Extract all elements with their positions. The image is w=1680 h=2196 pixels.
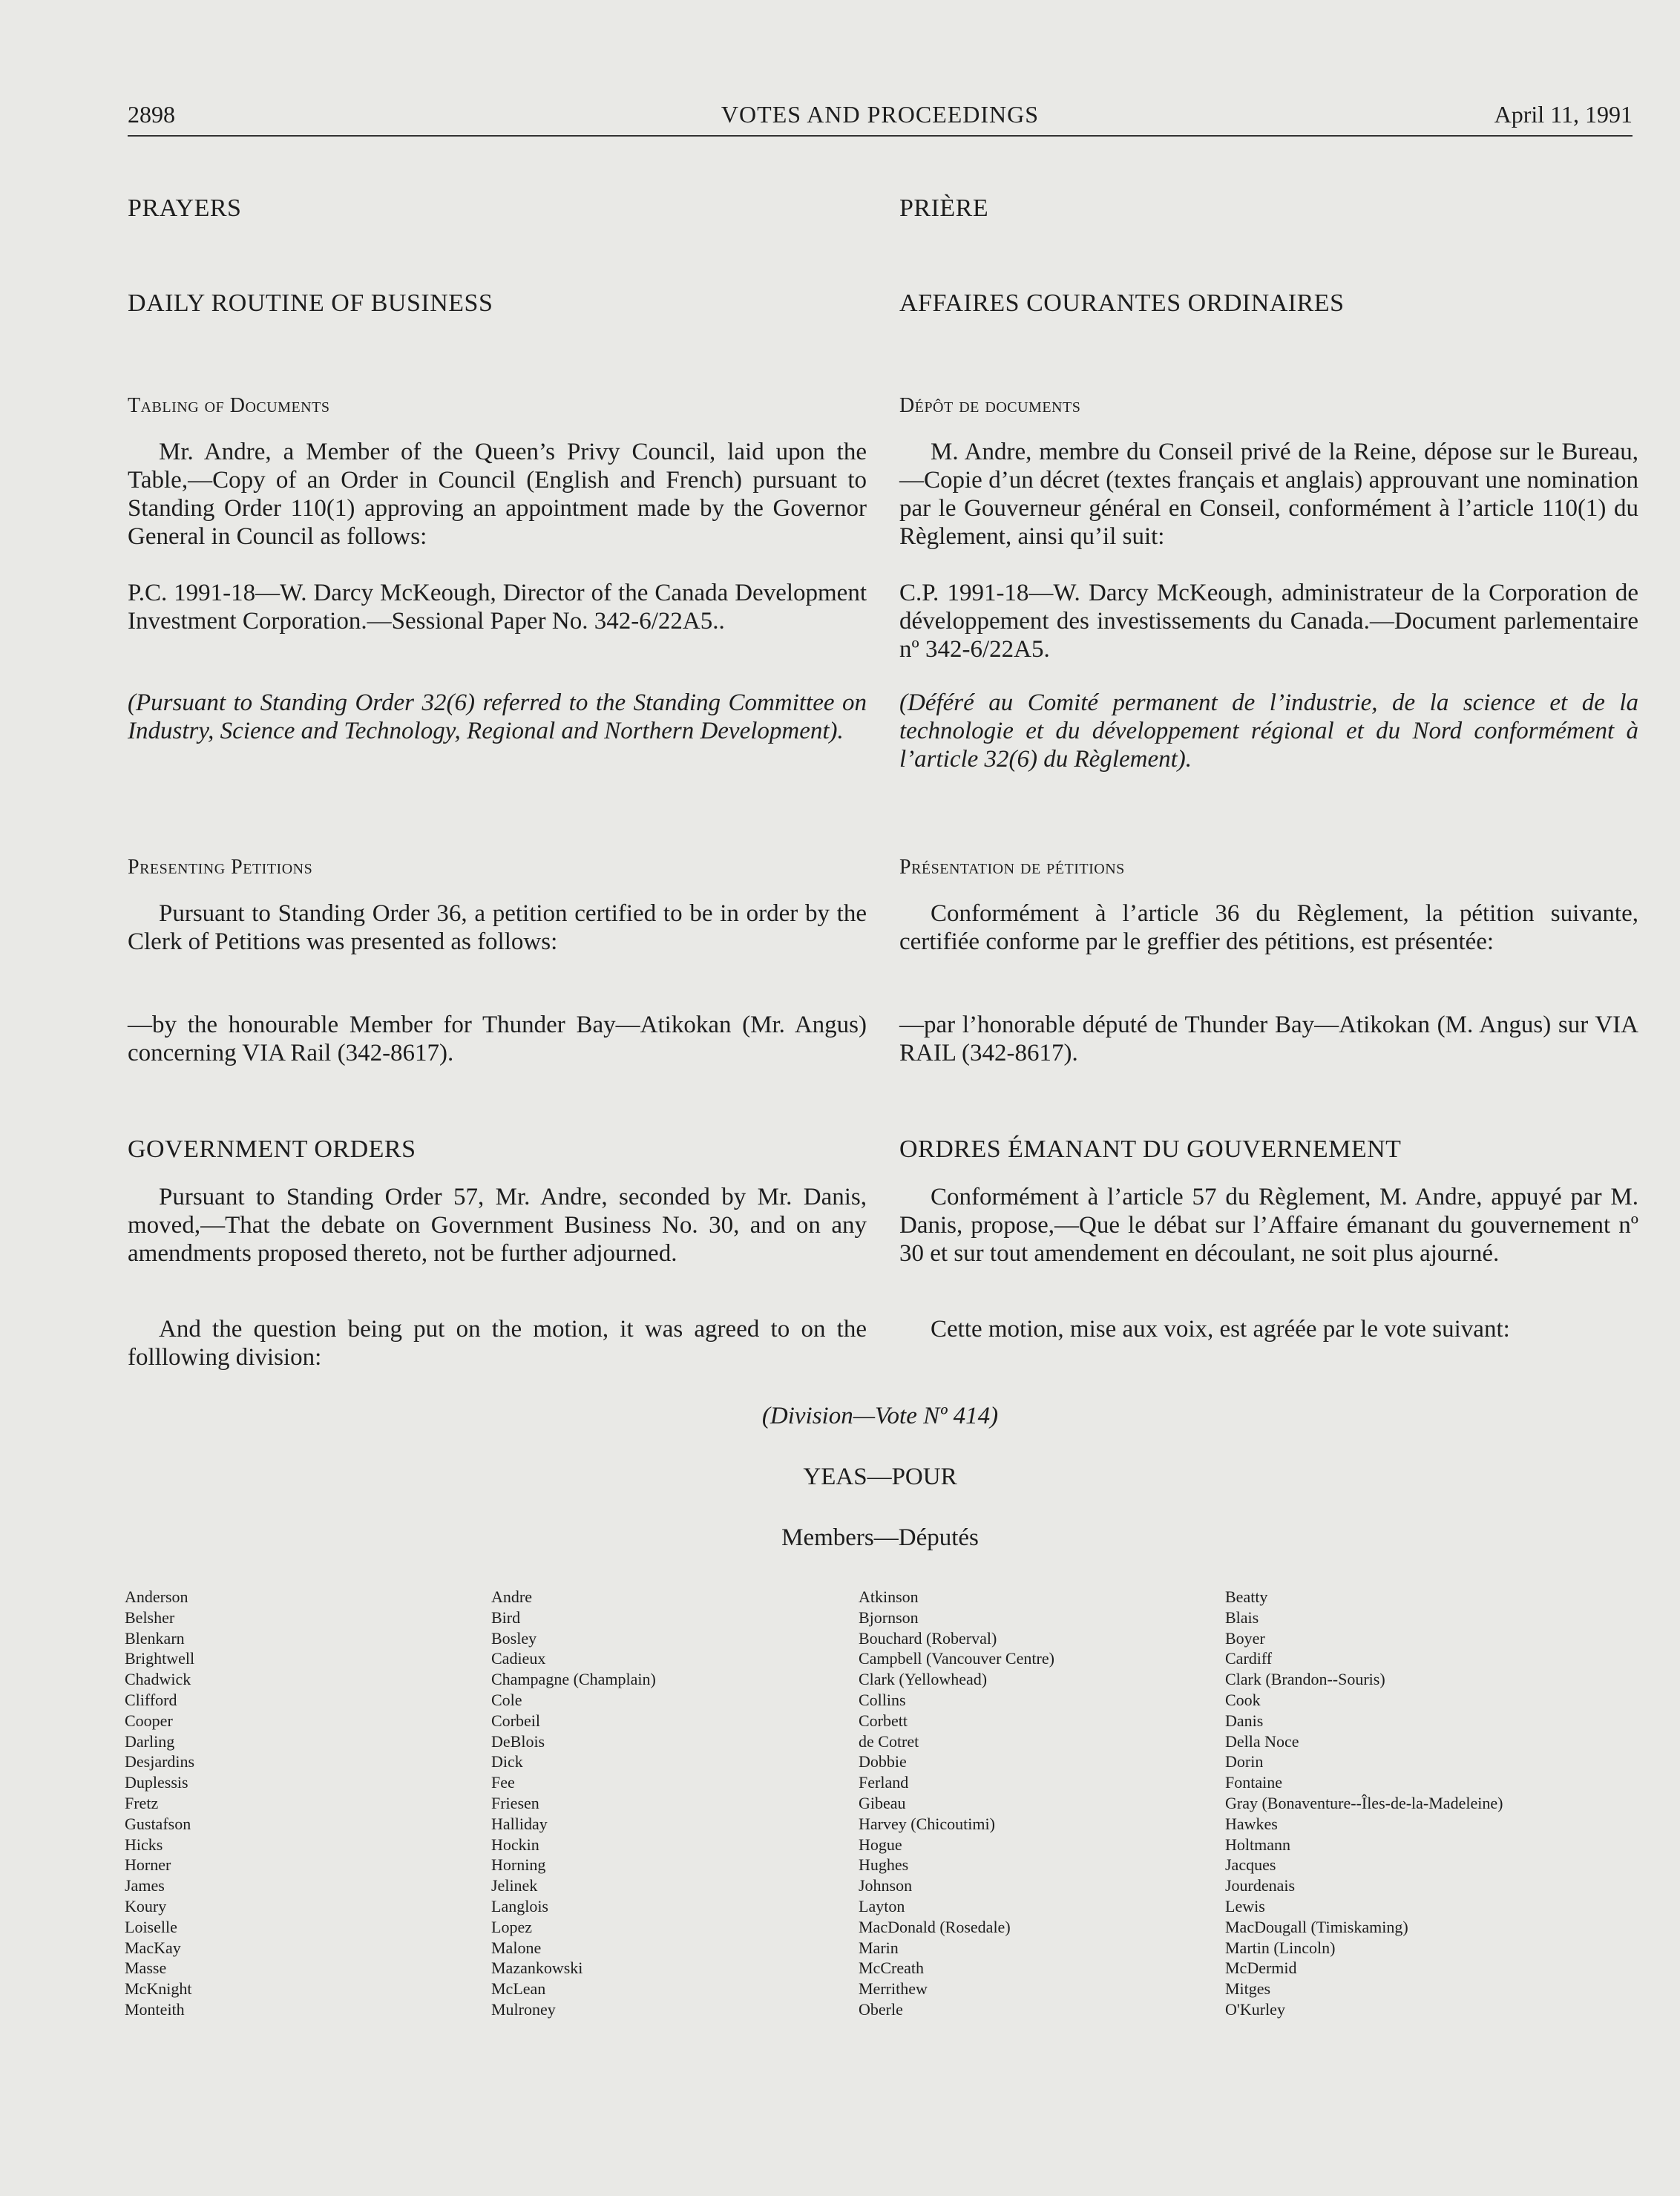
member-name: Fee [491,1773,515,1792]
member-name: James [125,1876,165,1895]
member-name: Corbett [859,1711,908,1730]
yeas-heading: YEAS—POUR [803,1464,957,1490]
petitions-heading: Presenting Petitions [128,856,313,879]
prayers-heading: PRAYERS [128,194,242,222]
presentation-petitions-heading: Présentation de pétitions [899,856,1125,879]
member-name: Jelinek [491,1876,538,1895]
member-name: Cardiff [1225,1649,1273,1668]
member-name: Jourdenais [1225,1876,1296,1895]
member-name: Clark (Yellowhead) [859,1670,988,1689]
member-name: Johnson [859,1876,913,1895]
petition-fr-text: Conformément à l’article 36 du Règlement, la pétition suivante, certifiée conforme par le greffier des pétitions, est présentée: [899,900,1638,955]
pursuant-text: (Pursuant to Standing Order 32(6) referred to the Standing Committee on Industry, Science and Technology, Regional and Northern Development). [128,689,867,744]
member-name: Dobbie [859,1752,907,1771]
member-name: Champagne (Champlain) [491,1670,656,1689]
member-name: Hawkes [1225,1814,1278,1833]
member-name: Atkinson [859,1587,919,1606]
member-name: Campbell (Vancouver Centre) [859,1649,1054,1668]
member-name: Blenkarn [125,1628,185,1648]
member-name: Cook [1225,1690,1261,1709]
member-name: Bjornson [859,1607,919,1627]
member-name: Loiselle [125,1917,177,1936]
member-name: Darling [125,1731,175,1751]
petition-item: —by the honourable Member for Thunder Bay—Atikokan (Mr. Angus) concerning VIA Rail (342-8617). [128,1012,867,1066]
member-name: Fretz [125,1793,159,1812]
member-name: Marin [859,1938,899,1957]
member-name: de Cotret [859,1731,919,1751]
member-name: Fontaine [1225,1773,1282,1792]
member-name: Beatty [1225,1587,1268,1606]
affaires-courantes-heading: AFFAIRES COURANTES ORDINAIRES [899,289,1345,317]
member-name: Hockin [491,1835,539,1854]
member-name: O'Kurley [1225,1999,1285,2019]
depot-text: M. Andre, membre du Conseil privé de la Reine, dépose sur le Bureau,—Copie d’un décret (textes français et anglais) approuvant une nomination par le Gouverneur général en Conseil, conformément à l’article 110(1) du Règlement, ainsi qu’il suit: [899,439,1638,550]
member-name: Gray (Bonaventure--Îles-de-la-Madeleine) [1225,1793,1503,1812]
member-name: Monteith [125,1999,185,2019]
government-orders-heading: GOVERNMENT ORDERS [128,1135,416,1163]
member-name: Gibeau [859,1793,906,1812]
member-name: Harvey (Chicoutimi) [859,1814,995,1833]
member-name: Oberle [859,1999,903,2019]
member-name: Merrithew [859,1979,928,1999]
member-name: MacKay [125,1938,181,1957]
member-name: Dick [491,1752,523,1771]
member-name: Horning [491,1855,546,1875]
petitions-text: Pursuant to Standing Order 36, a petition certified to be in order by the Clerk of Petitions was presented as follows: [128,900,867,955]
member-name: Hicks [125,1835,163,1854]
member-name: Cooper [125,1711,173,1730]
header-date: April 11, 1991 [1494,101,1633,128]
ordres-text: Conformément à l’article 57 du Règlement, M. Andre, appuyé par M. Danis, propose,—Que le débat sur l’Affaire émanant du gouvernement nº 30 et sur tout amendement en découlant, ne soit plus ajourné. [899,1184,1638,1267]
member-name: Clifford [125,1690,177,1709]
member-name: Cadieux [491,1649,546,1668]
member-name: Dorin [1225,1752,1264,1771]
member-name: Bouchard (Roberval) [859,1628,997,1648]
members-column-3 [859,1587,1054,2020]
cp-text: C.P. 1991-18—W. Darcy McKeough, administrateur de la Corporation de développement des investissements du Canada.—Document parlementaire nº 342-6/22A5. [899,580,1638,663]
member-name: Layton [859,1896,905,1915]
motion-fr-text: Cette motion, mise aux voix, est agréée par le vote suivant: [931,1316,1510,1343]
member-name: Horner [125,1855,171,1875]
member-name: Lewis [1225,1896,1265,1915]
member-name: DeBlois [491,1731,545,1751]
priere-heading: PRIÈRE [899,194,989,222]
member-name: Lopez [491,1917,532,1936]
government-orders-text: Pursuant to Standing Order 57, Mr. Andre, seconded by Mr. Danis, moved,—That the debate on Government Business No. 30, and on any amendments proposed thereto, not be further adjourned. [128,1184,867,1267]
daily-routine-heading: DAILY ROUTINE OF BUSINESS [128,289,493,317]
member-name: Andre [491,1587,532,1606]
member-name: Gustafson [125,1814,191,1833]
division-label: (Division—Vote Nº 414) [761,1403,999,1429]
member-name: Mitges [1225,1979,1271,1999]
member-name: Belsher [125,1607,175,1627]
member-name: Hughes [859,1855,909,1875]
member-name: Della Noce [1225,1731,1299,1751]
member-name: McCreath [859,1959,924,1978]
member-name: Brightwell [125,1649,195,1668]
members-column-1 [125,1587,194,2020]
member-name: Danis [1225,1711,1264,1730]
member-name: Cole [491,1690,522,1709]
member-name: MacDougall (Timiskaming) [1225,1917,1408,1936]
member-name: Friesen [491,1793,539,1812]
member-name: Collins [859,1690,906,1709]
pc-text: P.C. 1991-18—W. Darcy McKeough, Director of the Canada Development Investment Corporation.—Sessional Paper No. 342-6/22A5.. [128,580,867,635]
member-name: Chadwick [125,1670,191,1689]
member-name: McLean [491,1979,546,1999]
members-heading: Members—Députés [781,1524,979,1551]
member-name: Desjardins [125,1752,195,1771]
member-name: Corbeil [491,1711,540,1730]
petition-fr-item: —par l’honorable député de Thunder Bay—Atikokan (M. Angus) sur VIA RAIL (342-8617). [899,1012,1638,1066]
member-name: Mulroney [491,1999,556,2019]
member-name: Duplessis [125,1773,188,1792]
member-name: Holtmann [1225,1835,1290,1854]
member-name: McDermid [1225,1959,1297,1978]
member-name: Blais [1225,1607,1259,1627]
tabling-heading: Tabling of Documents [128,394,330,417]
member-name: Koury [125,1896,167,1915]
member-name: Mazankowski [491,1959,583,1978]
members-column-4 [1225,1587,1503,2020]
member-name: Hogue [859,1835,902,1854]
member-name: Martin (Lincoln) [1225,1938,1336,1957]
page-header [128,101,1633,137]
members-column-2 [491,1587,656,2020]
member-name: Clark (Brandon--Souris) [1225,1670,1385,1689]
member-name: Langlois [491,1896,548,1915]
tabling-text: Mr. Andre, a Member of the Queen’s Privy Council, laid upon the Table,—Copy of an Order in Council (English and French) pursuant to Standing Order 110(1) approving an appointment made by the Governor General in Council as follows: [128,439,867,550]
header-title: VOTES AND PROCEEDINGS [721,101,1040,128]
ordres-heading: ORDRES ÉMANANT DU GOUVERNEMENT [899,1135,1402,1163]
member-name: Anderson [125,1587,188,1606]
member-name: MacDonald (Rosedale) [859,1917,1011,1936]
member-name: Bosley [491,1628,537,1648]
member-name: Bird [491,1607,521,1627]
depot-heading: Dépôt de documents [899,394,1081,417]
member-name: Malone [491,1938,542,1957]
member-name: Jacques [1225,1855,1276,1875]
member-name: McKnight [125,1979,192,1999]
question-text: And the question being put on the motion, it was agreed to on the folllowing division: [128,1316,867,1371]
member-name: Boyer [1225,1628,1265,1648]
member-name: Ferland [859,1773,909,1792]
page-number: 2898 [128,101,175,128]
member-name: Halliday [491,1814,548,1833]
defere-text: (Déféré au Comité permanent de l’industrie, de la science et de la technologie et du développement régional et du Nord conformément à l’article 32(6) du Règlement). [899,689,1638,773]
member-name: Masse [125,1959,167,1978]
